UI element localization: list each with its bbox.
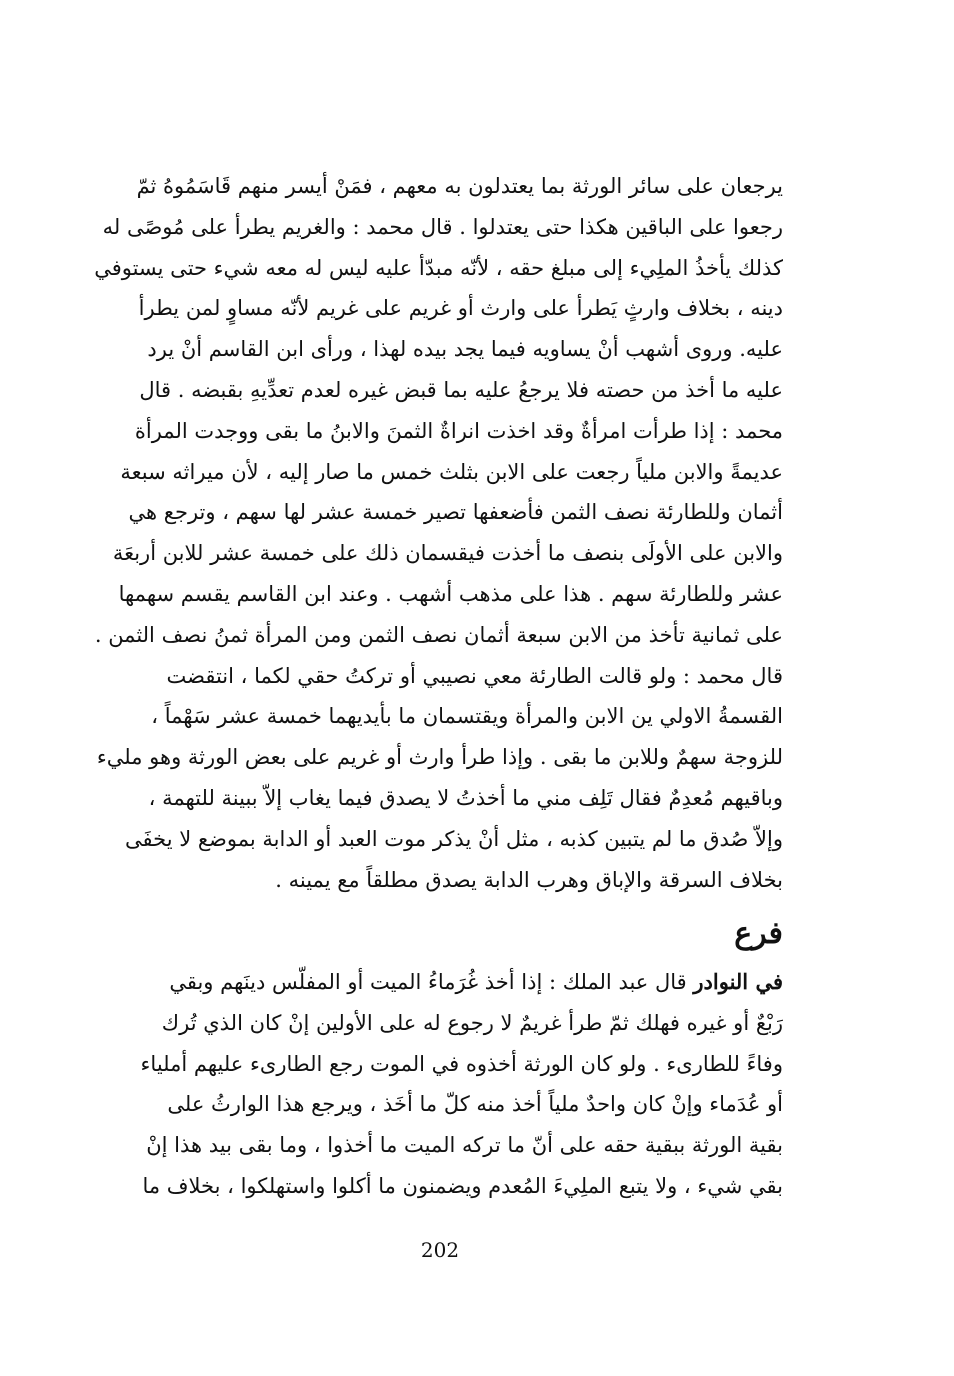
text-line: محمد : إذا طرأت امرأةٌ وقد اخذت انراةٌ الثمنَ والابنُ ما بقى ووجدت المرأة — [134, 418, 783, 443]
text-line: على ثمانية تأخذ من الابن سبعة أثمان نصف الثمن ومن المرأة ثمنُ نصف الثمن . — [94, 622, 783, 647]
text-line: وإلاّ صُدق ما لم يتبين كذبه ، مثل أنْ يذكر موت العبد أو الدابة بموضع لا يخفَى — [125, 826, 783, 851]
text-line: عديمةً والابن ملياً رجعت على الابن بثلث خمس ما صار إليه ، لأن ميراثه سبعة — [120, 459, 783, 484]
text-line-first — [169, 962, 783, 1003]
text-line: أو عُدَماء وإنْ كان واحدٌ ملياً أخذ منه كلّ ما أخَذ ، ويرجع هذا الوارثُ على — [167, 1092, 783, 1117]
text-line: دينه ، بخلاف وارثٍ يَطرأ على وارث أو غريم على غريم لأنّه مساوٍ لمن يطرأ — [138, 296, 783, 321]
text-line: قال محمد : ولو قالت الطارئة معي نصيبي أو تركتُ حقي لكما ، انتقضت — [166, 663, 783, 688]
text-line: القسمةُ الاولي ين الابن والمرأة ويقتسمان ما بأيديهما خمسة عشر سَهْماً ، — [151, 704, 783, 729]
text-line: أثمان وللطارئة نصف الثمن فأضعفها تصير خمسة عشر لها سهم ، وترجع هي — [128, 500, 783, 525]
text-line: يرجعان على سائر الورثة بما يعتدلون به معهم ، فمَنْ أيسر منهم قَاسَمُوهُ ثمّ — [136, 174, 783, 198]
text-line: بخلاف السرقة والإباق وهرب الدابة يصدق مطلقاً مع يمينه . — [275, 867, 783, 892]
text-line: والابن على الأولَى بنصف ما أخذت فيقسمان ذلك على خمسة عشر للابن أربعَة — [112, 541, 783, 566]
paragraph-nawadir — [140, 962, 783, 1207]
section-heading: فرع — [734, 916, 783, 951]
paragraph-main — [94, 166, 783, 900]
text-line: كذلك يأخذُ الملِيء إلى مبلغ حقه ، لأنّه مبدّأ عليه ليس له معه شيء حتى يستوفي — [94, 255, 783, 280]
text-line: رَبْعٌ أو غيره فهلك ثمّ طرأ غريمٌ لا رجوع له على الأولين إنْ كان الذي تُرك — [161, 1010, 783, 1035]
text-line: عليه ما أخذ من حصته فلا يرجعُ عليه بما قبض غيره لعدم تعدِّيهِ بقبضه . قال — [139, 377, 783, 402]
text-line: وباقيهم مُعدِمٌ فقال تَلِف مني ما أخذتُ لا يصدق فيما يغاب إلاّ ببينة للتهمة ، — [148, 785, 783, 810]
text-line: وفاءً للطارىء . ولو كان الورثة أخذوه في الموت رجع الطارىء عليهم أملياء — [140, 1051, 783, 1076]
text-line: بقية الورثة ببقية حقه على أنّ ما تركه الميت ما أخذوا ، وما بقى بيد هذا إنْ — [146, 1133, 783, 1158]
page-number: 202 — [420, 1238, 460, 1262]
text-line: عشر وللطارئة سهم . هذا على مذهب أشهب . وعند ابن القاسم يقسم سهمها — [118, 581, 783, 606]
text-run: قال عبد الملك : إذا أخذ غُرَماءُ الميت أو المفلّس دينَهم وبقي — [169, 970, 694, 994]
text-line: بقي شيء ، ولا يتبع الملِيءَ المُعدم ويضمنون ما أكلوا واستهلكوا ، بخلاف ما — [142, 1173, 783, 1198]
text-line: للزوجة سهمٌ وللابن ما بقى . وإذا طرأ وارث أو غريم على بعض الورثة وهو مليء — [96, 745, 783, 770]
text-line: عليه. وروى أشهب أنْ يساويه فيما يجد بيده لهذا ، ورأى ابن القاسم أنْ يرد — [147, 337, 783, 362]
text-line: رجعوا على الباقين هكذا حتى يعتدلوا . قال محمد : والغريم يطرأ على مُوصًى له — [102, 214, 783, 239]
source-title: في النوادر — [693, 969, 783, 994]
